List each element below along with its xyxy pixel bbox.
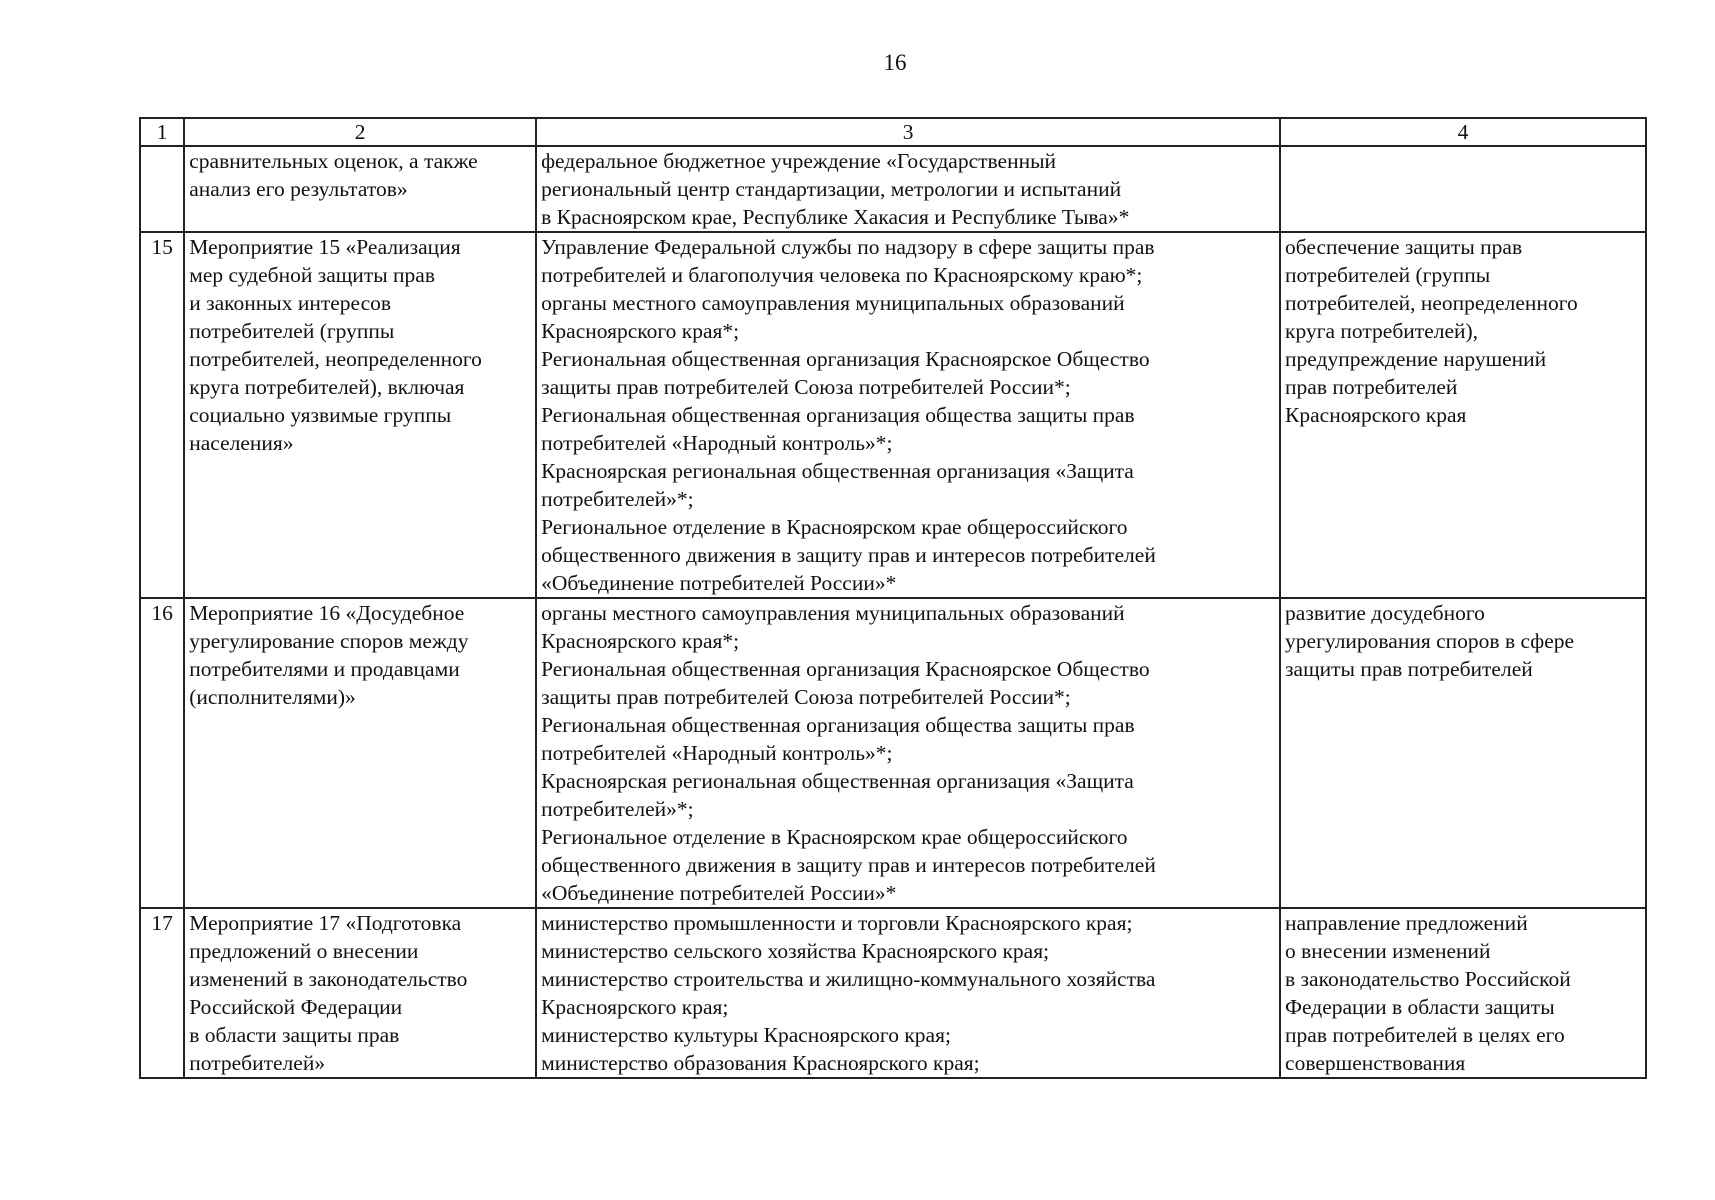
text-line: Красноярского края <box>1285 403 1467 427</box>
text-line: Мероприятие 17 «Подготовка <box>189 911 462 935</box>
table-row <box>140 908 1646 1078</box>
measure-cell <box>184 598 536 908</box>
text-line: урегулирования споров в сфере <box>1285 629 1575 653</box>
text-line: «Объединение потребителей России»* <box>541 881 897 905</box>
text-line: министерство культуры Красноярского края; <box>541 1023 951 1047</box>
text-line: потребителей»*; <box>541 797 694 821</box>
table-row <box>140 598 1646 908</box>
text-line: потребителей и благополучия человека по Красноярскому краю*; <box>541 263 1143 287</box>
text-line: социально уязвимые группы <box>189 403 452 427</box>
text-line: потребителей»*; <box>541 487 694 511</box>
text-line: Региональная общественная организация общества защиты прав <box>541 403 1135 427</box>
text-line: министерство промышленности и торговли Красноярского края; <box>541 911 1133 935</box>
text-line: Федерации в области защиты <box>1285 995 1555 1019</box>
result-cell <box>1280 232 1646 598</box>
text-line: в Красноярском крае, Республике Хакасия и Республике Тыва»* <box>541 205 1130 229</box>
text-line: потребителей» <box>189 1051 326 1075</box>
text-line: и законных интересов <box>189 291 392 315</box>
text-line: Красноярского края*; <box>541 319 740 343</box>
text-line: общественного движения в защиту прав и интересов потребителей <box>541 543 1156 567</box>
result-cell <box>1280 146 1646 232</box>
text-line: Красноярского края*; <box>541 629 740 653</box>
measure-cell <box>184 146 536 232</box>
text-line: в области защиты прав <box>189 1023 400 1047</box>
table-row <box>140 146 1646 232</box>
text-line: предупреждение нарушений <box>1285 347 1547 371</box>
text-line: органы местного самоуправления муниципальных образований <box>541 601 1125 625</box>
text-line: Мероприятие 16 «Досудебное <box>189 601 465 625</box>
text-line: круга потребителей), <box>1285 319 1479 343</box>
text-line: Региональное отделение в Красноярском крае общероссийского <box>541 825 1128 849</box>
result-cell <box>1280 598 1646 908</box>
text-line: Мероприятие 15 «Реализация <box>189 235 461 259</box>
text-line: Региональная общественная организация общества защиты прав <box>541 713 1135 737</box>
result-cell <box>1280 908 1646 1078</box>
text-line: Красноярская региональная общественная организация «Защита <box>541 769 1134 793</box>
text-line: министерство образования Красноярского края; <box>541 1051 980 1075</box>
text-line: прав потребителей в целях его <box>1285 1023 1565 1047</box>
executors-cell <box>536 232 1280 598</box>
column-number-1: 1 <box>140 118 184 146</box>
text-line: Управление Федеральной службы по надзору в сфере защиты прав <box>541 235 1155 259</box>
text-line: министерство строительства и жилищно-коммунального хозяйства <box>541 967 1156 991</box>
text-line: (исполнителями)» <box>189 685 356 709</box>
text-line: Региональная общественная организация Красноярское Общество <box>541 347 1150 371</box>
measure-cell <box>184 908 536 1078</box>
text-line: развитие досудебного <box>1285 601 1485 625</box>
column-number-2: 2 <box>184 118 536 146</box>
text-line: о внесении изменений <box>1285 939 1491 963</box>
text-line: региональный центр стандартизации, метрологии и испытаний <box>541 177 1122 201</box>
text-line: потребителей «Народный контроль»*; <box>541 741 893 765</box>
text-line: Красноярского края; <box>541 995 729 1019</box>
text-line: анализ его результатов» <box>189 177 408 201</box>
text-line: урегулирование споров между <box>189 629 469 653</box>
text-line: органы местного самоуправления муниципальных образований <box>541 291 1125 315</box>
text-line: потребителями и продавцами <box>189 657 460 681</box>
text-line: защиты прав потребителей Союза потребителей России*; <box>541 375 1071 399</box>
text-line: потребителей (группы <box>1285 263 1491 287</box>
column-number-4: 4 <box>1280 118 1646 146</box>
text-line: мер судебной защиты прав <box>189 263 435 287</box>
table-body <box>140 146 1646 1078</box>
text-line: Региональная общественная организация Красноярское Общество <box>541 657 1150 681</box>
column-number-3: 3 <box>536 118 1280 146</box>
text-line: изменений в законодательство <box>189 967 468 991</box>
text-line: защиты прав потребителей <box>1285 657 1533 681</box>
text-line: предложений о внесении <box>189 939 419 963</box>
text-line: Российской Федерации <box>189 995 403 1019</box>
text-line: населения» <box>189 431 294 455</box>
text-line: министерство сельского хозяйства Красноярского края; <box>541 939 1050 963</box>
text-line: федеральное бюджетное учреждение «Государственный <box>541 149 1057 173</box>
measure-cell <box>184 232 536 598</box>
executors-cell <box>536 908 1280 1078</box>
text-line: направление предложений <box>1285 911 1528 935</box>
executors-cell <box>536 146 1280 232</box>
text-line: Красноярская региональная общественная организация «Защита <box>541 459 1134 483</box>
text-line: «Объединение потребителей России»* <box>541 571 897 595</box>
measures-table <box>139 117 1647 1079</box>
text-line: прав потребителей <box>1285 375 1458 399</box>
text-line: сравнительных оценок, а также <box>189 149 478 173</box>
page-number: 16 <box>883 50 907 75</box>
text-line: совершенствования <box>1285 1051 1466 1075</box>
text-line: потребителей (группы <box>189 319 395 343</box>
text-line: Региональное отделение в Красноярском крае общероссийского <box>541 515 1128 539</box>
text-line: потребителей, неопределенного <box>1285 291 1578 315</box>
text-line: обеспечение защиты прав <box>1285 235 1523 259</box>
row-number-cell: 16 <box>140 598 184 908</box>
row-number-cell <box>140 146 184 232</box>
row-number-cell: 15 <box>140 232 184 598</box>
executors-cell <box>536 598 1280 908</box>
table-row <box>140 232 1646 598</box>
text-line: круга потребителей), включая <box>189 375 465 399</box>
text-line: потребителей «Народный контроль»*; <box>541 431 893 455</box>
text-line: общественного движения в защиту прав и интересов потребителей <box>541 853 1156 877</box>
text-line: защиты прав потребителей Союза потребителей России*; <box>541 685 1071 709</box>
text-line: потребителей, неопределенного <box>189 347 482 371</box>
text-line: в законодательство Российской <box>1285 967 1571 991</box>
table-header-row <box>140 118 1646 146</box>
row-number-cell: 17 <box>140 908 184 1078</box>
